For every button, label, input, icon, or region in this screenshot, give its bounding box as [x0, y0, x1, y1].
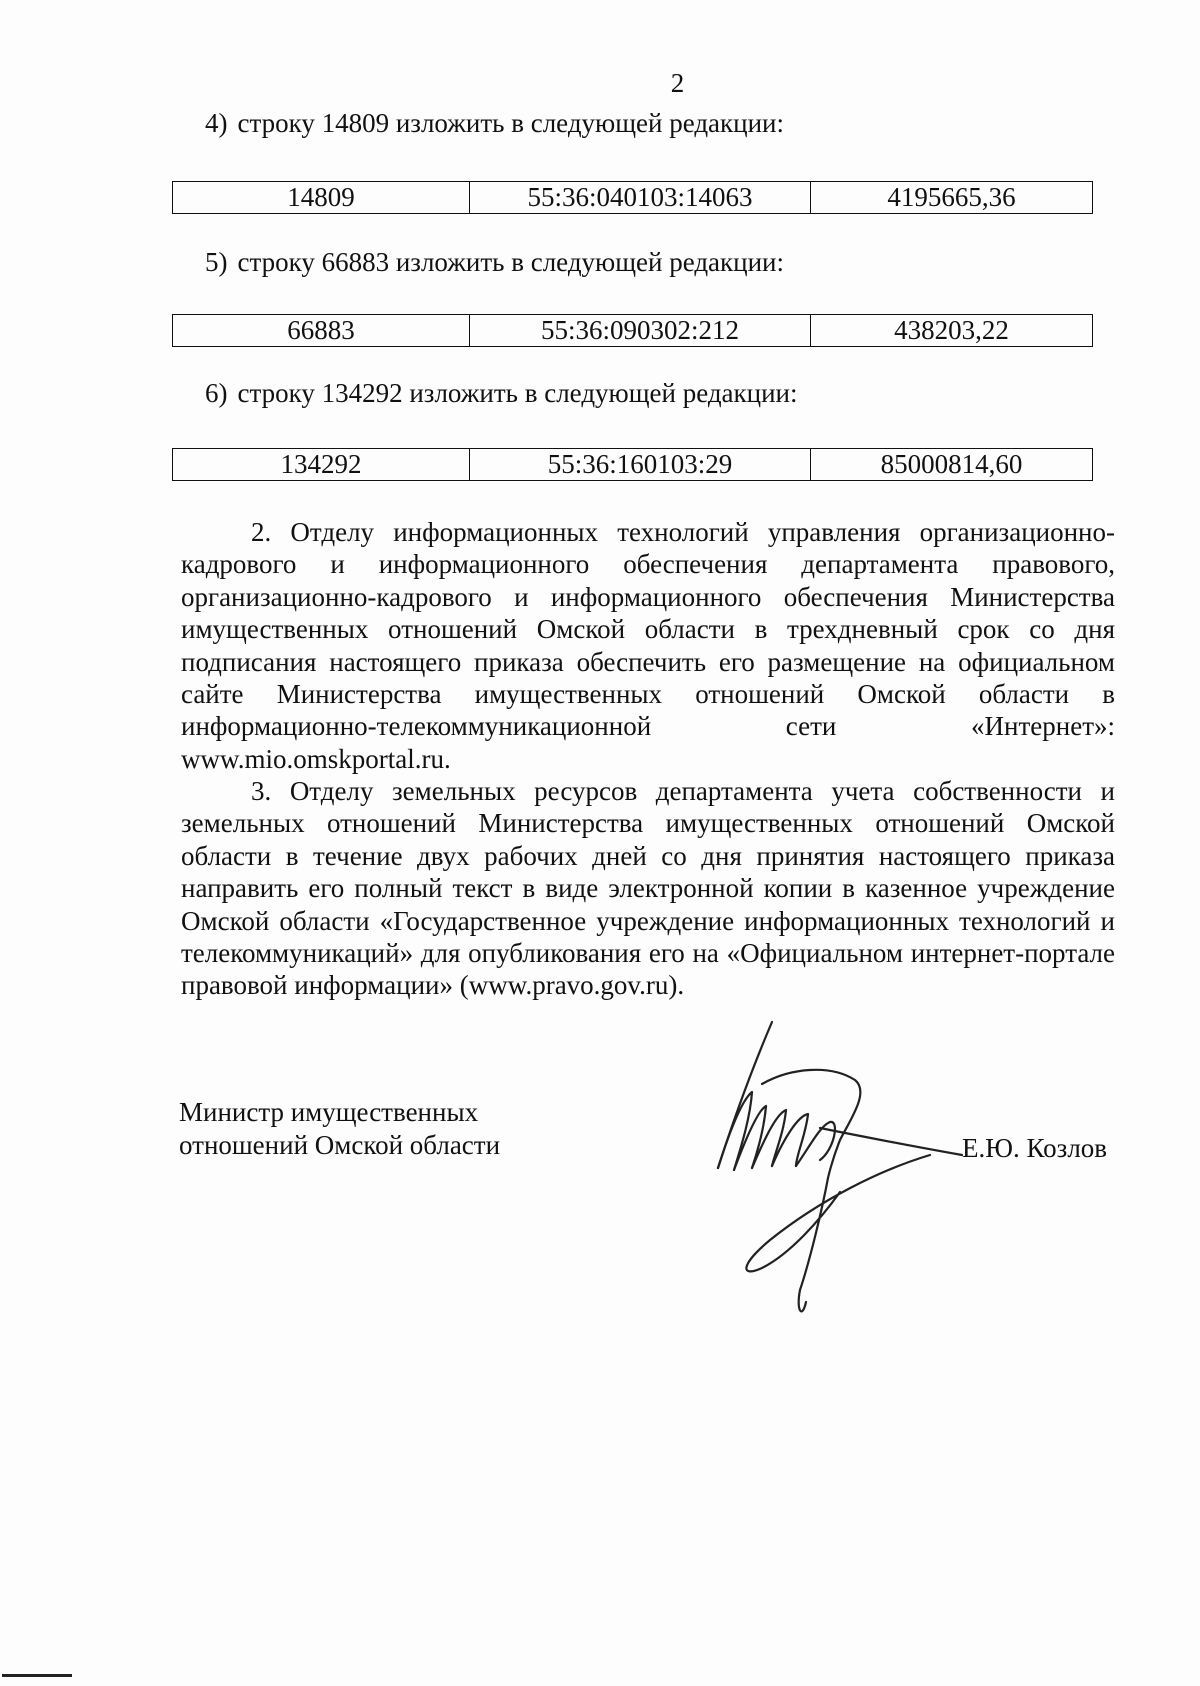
amendment-row-table: [172, 448, 1093, 481]
handwritten-signature: [700, 1010, 1000, 1330]
amendment-row-table: [172, 181, 1093, 214]
signatory-name: Е.Ю. Козлов: [962, 1133, 1108, 1163]
signatory-position-line: отношений Омской области: [179, 1130, 501, 1160]
amendment-label: 4): [205, 108, 228, 138]
value-cell: 4195665,36: [811, 182, 1093, 214]
table-row: [173, 315, 1093, 347]
amendment-label: 5): [205, 247, 228, 277]
amendment-text: строку 14809 изложить в следующей редакции:: [237, 108, 785, 138]
page-number: 2: [670, 68, 685, 98]
cadastral-number-cell: 55:36:040103:14063: [470, 182, 811, 214]
table-row: [173, 182, 1093, 214]
scan-edge-mark: [2, 1674, 72, 1677]
value-cell: 85000814,60: [811, 449, 1093, 481]
row-number-cell: 66883: [173, 315, 470, 347]
amendment-label: 6): [205, 378, 228, 408]
clause-2-paragraph: 2. Отделу информационных технологий управления организационно-кадрового и информационного обеспечения департамента правового, организационно-кадрового и информационного обеспечения Министерства имущественных отношений Омской области в трехдневный срок со дня подписания настоящего приказа обеспечить его размещение на официальном сайте Министерства имущественных отношений Омской области в информационно-телекоммуникационной сети «Интернет»: www.mio.omskportal.ru.: [181, 517, 1115, 774]
amendment-intro: [205, 247, 784, 278]
cadastral-number-cell: 55:36:160103:29: [470, 449, 811, 481]
cadastral-number-cell: 55:36:090302:212: [470, 315, 811, 347]
signatory-position: [179, 1096, 500, 1162]
signatory-position-line: Министр имущественных: [179, 1097, 479, 1127]
amendment-text: строку 66883 изложить в следующей редакции:: [237, 247, 785, 277]
row-number-cell: 14809: [173, 182, 470, 214]
amendment-text: строку 134292 изложить в следующей редакции:: [237, 378, 798, 408]
row-number-cell: 134292: [173, 449, 470, 481]
amendment-intro: [205, 378, 798, 409]
table-row: [173, 449, 1093, 481]
clause-3-paragraph: 3. Отделу земельных ресурсов департамента учета собственности и земельных отношений Министерства имущественных отношений Омской области в течение двух рабочих дней со дня принятия настоящего приказа направить его полный текст в виде электронной копии в казенное учреждение Омской области «Государственное учреждение информационных технологий и телекоммуникаций» для опубликования его на «Официальном интернет-портале правовой информации» (www.pravo.gov.ru).: [181, 776, 1115, 1001]
value-cell: 438203,22: [811, 315, 1093, 347]
amendment-row-table: [172, 314, 1093, 347]
amendment-intro: [205, 108, 784, 139]
